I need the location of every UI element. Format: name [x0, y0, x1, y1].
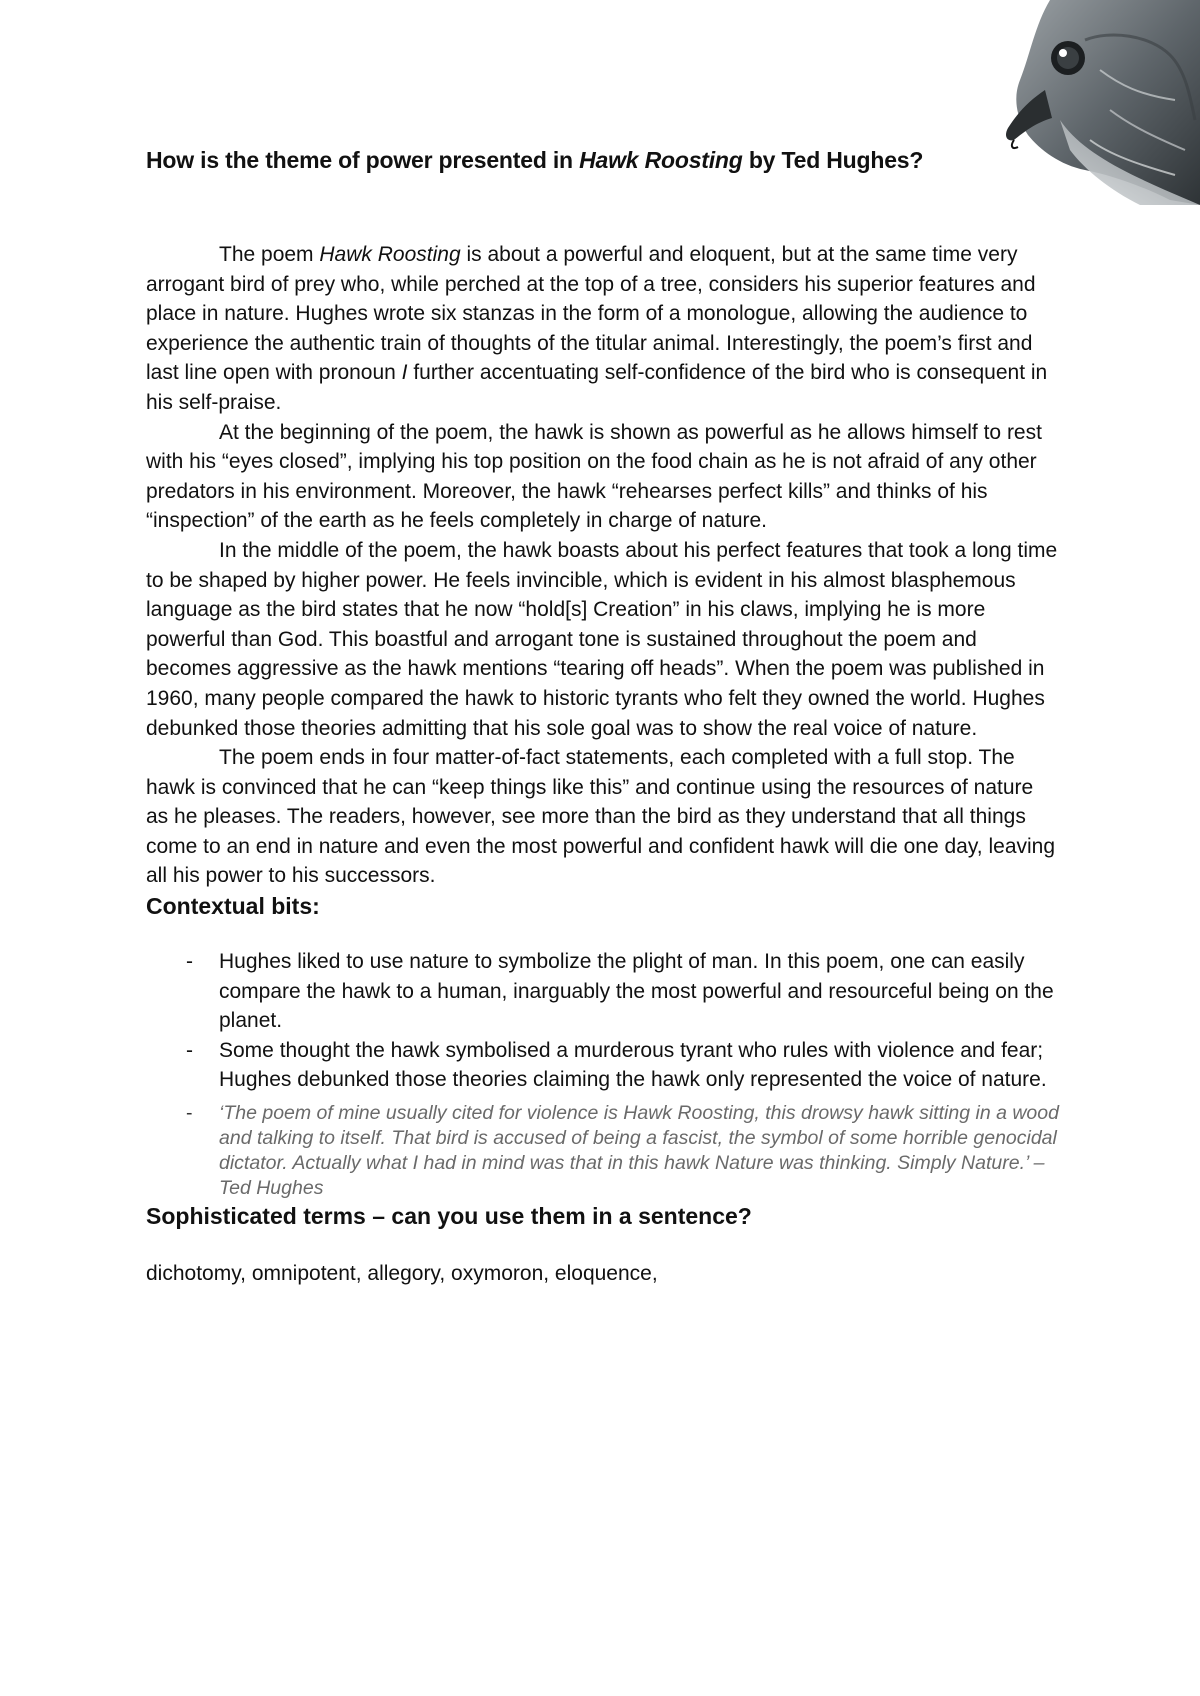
title-suffix: by Ted Hughes? — [742, 147, 924, 173]
poem-name: Hawk Roosting — [319, 243, 461, 266]
contextual-bits-heading: Contextual bits: — [146, 893, 320, 920]
essay-paragraph-3: In the middle of the poem, the hawk boasts about his perfect features that took a long time to be shaped by higher power. He feels invincible, which is evident in his almost blasphemous language as the bird states that he now “hold[s] Creation” in his claws, implying he is more powerful than God. This boastful and arrogant tone is sustained throughout the poem and becomes aggressive as the hawk mentions “tearing off heads”. When the poem was published in 1960, many people compared the hawk to historic tyrants who felt they owned the world. Hughes debunked those theories admitting that his sole goal was to show the real voice of nature. — [146, 538, 1058, 740]
paragraph-text: is about a powerful and eloquent, but at the same time very arrogant bird of prey who, while perched at the top of a tree, considers his superior features and place in nature. Hughes wrote six stanzas in the form of a monologue, allowing the audience to experience the authentic train of thoughts of the titular animal. Interestingly, the poem’s first and last line open with pronoun — [146, 243, 1036, 385]
document-title — [146, 140, 1061, 180]
document-content — [146, 140, 1061, 1289]
essay-body — [146, 240, 1061, 891]
list-item-quote — [146, 1101, 1061, 1201]
quote-text: ‘The poem of mine usually cited for violence is Hawk Roosting, this drowsy hawk sitting in a wood and talking to itself. That bird is accused of being a fascist, the symbol of some horrible genocidal dictator. Actually what I had in mind was that in this hawk Nature was thinking. Simply Nature.’ – Ted Hughes — [219, 1102, 1059, 1200]
list-dash: - — [186, 1038, 193, 1062]
paragraph-text: The poem — [219, 243, 320, 266]
list-item — [146, 1036, 1061, 1095]
list-item-text: Some thought the hawk symbolised a murderous tyrant who rules with violence and fear; Hughes debunked those theories claiming the hawk only represented the voice of nature. — [219, 1038, 1047, 1092]
list-item — [146, 947, 1061, 1036]
list-item-text: Hughes liked to use nature to symbolize the plight of man. In this poem, one can easily compare the hawk to a human, inarguably the most powerful and resourceful being on the planet. — [219, 950, 1054, 1033]
essay-paragraph-4: The poem ends in four matter-of-fact statements, each completed with a full stop. The hawk is convinced that he can “keep things like this” and continue using the resources of nature as he pleases. The readers, however, see more than the bird as they understand that all things come to an end in nature and even the most powerful and confident hawk will die one day, leaving all his power to his successors. — [146, 746, 1056, 888]
contextual-bits-list — [146, 947, 1061, 1201]
terms-list: dichotomy, omnipotent, allegory, oxymoron, eloquence, — [146, 1262, 658, 1286]
list-dash: - — [186, 1102, 193, 1125]
paragraph-text: further accentuating self-confidence of the bird who is consequent in his self-praise. — [146, 361, 1048, 414]
sophisticated-terms-heading: Sophisticated terms – can you use them in a sentence? — [146, 1203, 752, 1230]
pronoun-italic: I — [401, 361, 408, 385]
essay-paragraph-2: At the beginning of the poem, the hawk is shown as powerful as he allows himself to rest with his “eyes closed”, implying his top position on the food chain as he is not afraid of any other predators in his environment. Moreover, the hawk “rehearses perfect kills” and thinks of his “inspection” of the earth as he feels completely in charge of nature. — [146, 420, 1042, 533]
title-text: How is the theme of power presented in — [146, 147, 580, 173]
list-dash: - — [186, 950, 193, 974]
title-poem-name: Hawk Roosting — [579, 147, 743, 173]
essay-paragraph-1 — [146, 240, 1061, 418]
